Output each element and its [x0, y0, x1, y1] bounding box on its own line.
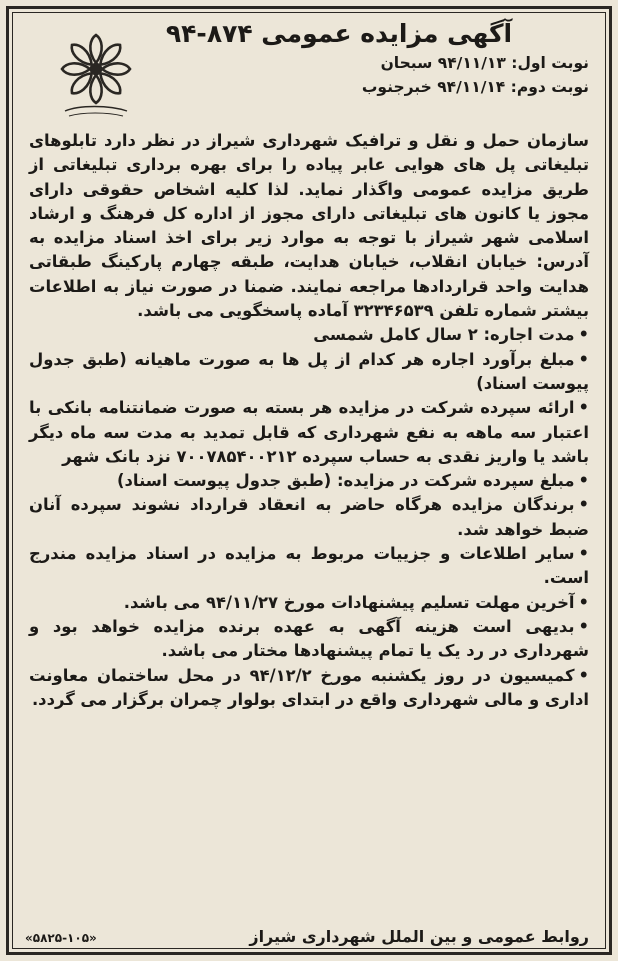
- list-item-text: کمیسیون در روز یکشنبه مورخ ۹۴/۱۲/۲ در محل ساختمان معاونت اداری و مالی شهرداری واقع در ابتدای بولوار چمران برگزار می گردد.: [29, 665, 589, 709]
- notice-footer: [25, 927, 589, 946]
- bullet-symbol: •: [578, 495, 589, 515]
- signature: روابط عمومی و بین الملل شهرداری شیراز: [249, 927, 589, 946]
- bullet-symbol: •: [578, 471, 589, 491]
- list-item-text: برندگان مزایده هرگاه حاضر به انعقاد قرارداد نشوند سپرده آنان ضبط خواهد شد.: [29, 495, 589, 539]
- list-item-text: ارائه سپرده شرکت در مزایده هر بسته به صورت ضمانتنامه بانکی با اعتبار سه ماهه به نفع شهرداری که قابل تمدید به مدت سه ماه دیگر باشد یا واریز نقدی به حساب سپرده ۷۰۰۷۸۵۴۰۰۲۱۲ نزد بانک شهر: [29, 398, 589, 466]
- list-item: [29, 493, 589, 542]
- bullet-symbol: •: [578, 325, 589, 345]
- list-item: [29, 469, 589, 493]
- list-item: [29, 396, 589, 469]
- first-turn-line: نوبت اول: ۹۴/۱۱/۱۳ سبحان: [380, 54, 589, 72]
- bullet-symbol: •: [578, 665, 589, 685]
- bullet-symbol: •: [578, 349, 589, 369]
- intro-paragraph: سازمان حمل و نقل و ترافیک شهرداری شیراز در نظر دارد تابلوهای تبلیغاتی پل های هوایی عابر پیاده را برای بهره برداری تبلیغاتی از طریق مزایده عمومی واگذار نماید. لذا کلیه اشخاص حقوقی دارای مجوز یا کانون های تبلیغاتی دارای مجوز از اداره کل فرهنگ و ارشاد اسلامی شهر شیراز با توجه به موارد زیر برای اخذ اسناد مزایده به آدرس: خیابان انقلاب، خیابان هدایت، طبقه چهارم پارکینگ طبقاتی هدایت واحد قراردادها مراجعه نمایند. ضمنا در صورت نیاز به اطلاعات بیشتر شماره تلفن ۳۲۳۴۶۵۳۹ آماده پاسخگویی می باشد.: [29, 131, 589, 321]
- flower-logo-icon: [59, 29, 133, 119]
- list-item: [29, 323, 589, 347]
- list-item-text: مبلغ برآورد اجاره هر کدام از پل ها به صورت ماهیانه (طبق جدول پیوست اسناد): [29, 349, 589, 393]
- list-item: [29, 664, 589, 713]
- bullet-symbol: •: [578, 398, 589, 418]
- list-item-text: سایر اطلاعات و جزییات مربوط به مزایده در اسناد مزایده مندرج است.: [29, 544, 589, 588]
- notice-title: آگهی مزایده عمومی ۸۷۴-۹۴: [165, 19, 513, 48]
- list-item-text: آخرین مهلت تسلیم پیشنهادات مورخ ۹۴/۱۱/۲۷ می باشد.: [123, 592, 575, 612]
- notice-code: «۵۸۲۵-۱۰۵»: [25, 931, 97, 945]
- bullet-symbol: •: [578, 544, 589, 564]
- list-item: [29, 615, 589, 664]
- list-item: [29, 348, 589, 397]
- list-item-text: بدیهی است هزینه آگهی به عهده برنده مزایده خواهد بود و شهرداری در رد یک یا تمام پیشنهادها مختار می باشد.: [29, 616, 589, 661]
- notice-header: [29, 17, 589, 129]
- second-turn-line: نوبت دوم: ۹۴/۱۱/۱۴ خبرجنوب: [361, 78, 589, 96]
- list-item-text: مدت اجاره: ۲ سال کامل شمسی: [313, 325, 575, 345]
- notice-frame: [6, 6, 612, 955]
- bullet-symbol: •: [578, 616, 589, 636]
- conditions-list: [29, 323, 589, 712]
- list-item: [29, 591, 589, 615]
- list-item-text: مبلغ سپرده شرکت در مزایده: (طبق جدول پیوست اسناد): [117, 471, 575, 491]
- bullet-symbol: •: [578, 592, 589, 612]
- list-item: [29, 542, 589, 591]
